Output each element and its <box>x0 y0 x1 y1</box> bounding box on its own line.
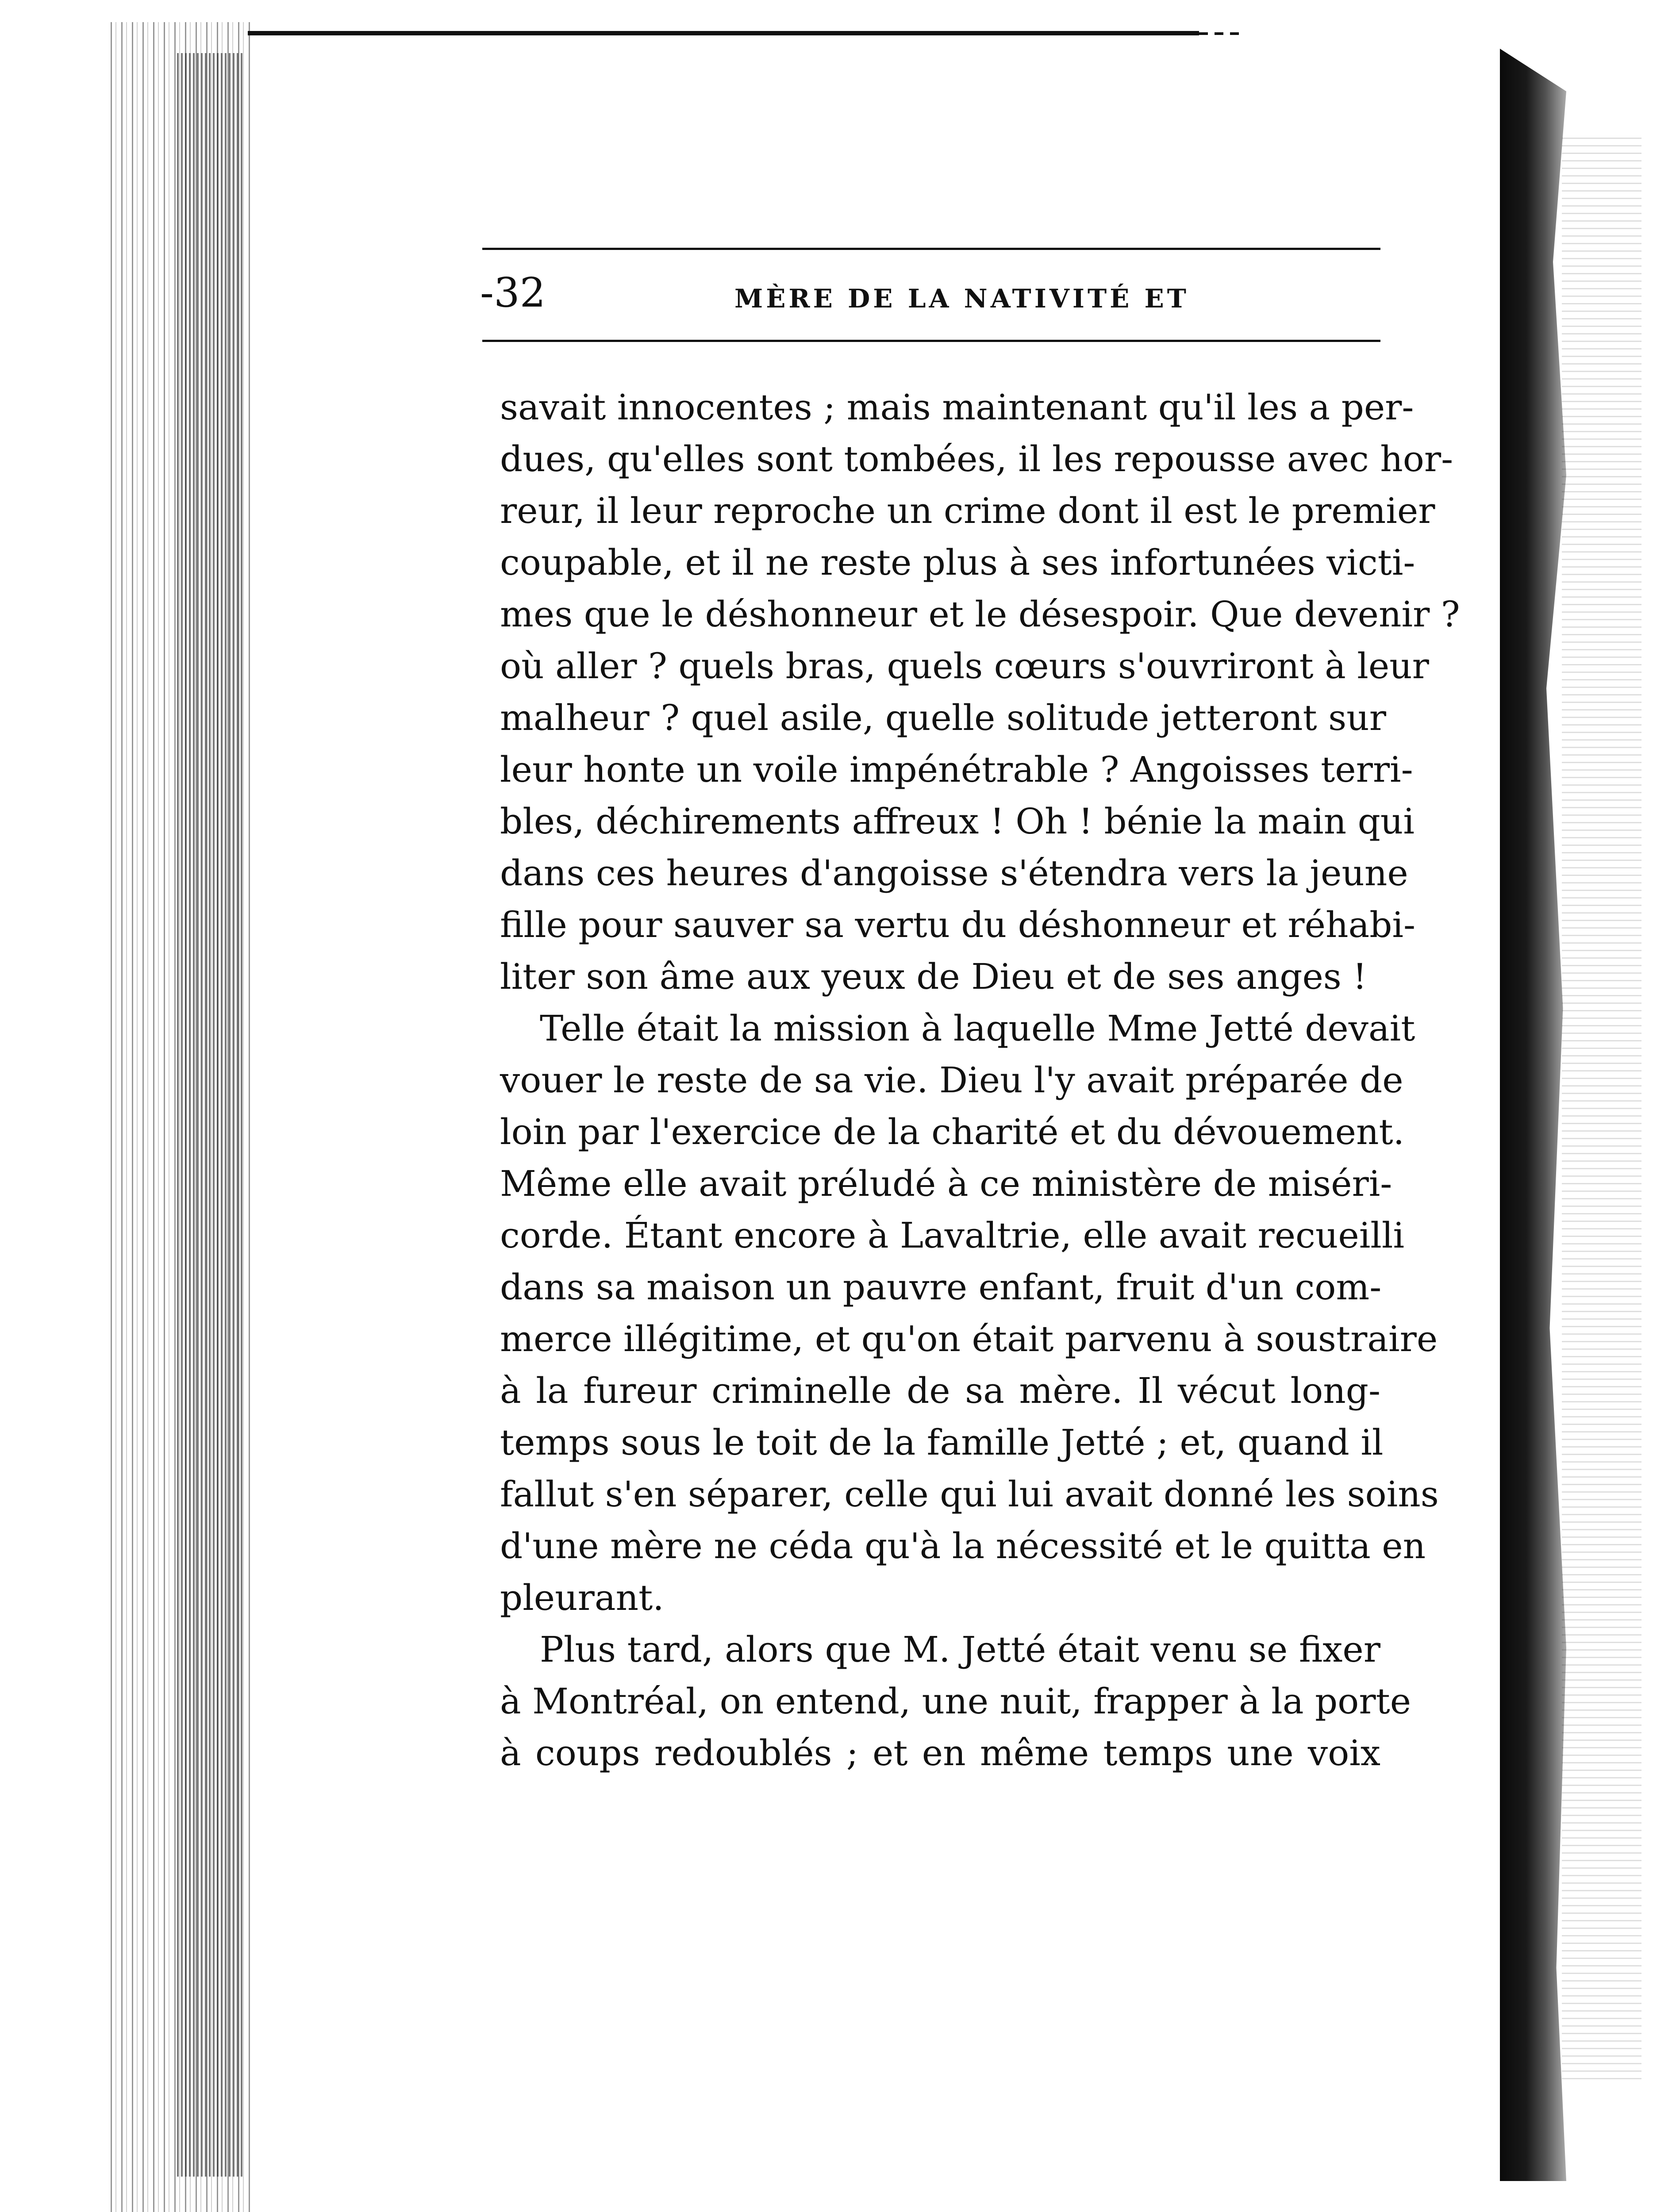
text-line: temps sous le toit de la famille Jetté ; et, quand il <box>500 1422 1384 1463</box>
text-line: dues, qu'elles sont tombées, il les repousse avec hor- <box>500 438 1453 480</box>
paragraph-3 <box>500 1624 1411 1779</box>
text-line: malheur ? quel asile, quelle solitude jetteront sur <box>500 697 1386 738</box>
text-line: dans ces heures d'angoisse s'étendra vers la jeune <box>500 853 1408 894</box>
page-number <box>480 271 546 315</box>
text-line: dans sa maison un pauvre enfant, fruit d'un com- <box>500 1267 1382 1308</box>
text-line: à Montréal, on entend, une nuit, frapper à la porte <box>500 1681 1411 1722</box>
text-line: leur honte un voile impénétrable ? Angoisses terri- <box>500 749 1413 790</box>
text-line: pleurant. <box>500 1577 664 1618</box>
scan-top-edge-dash <box>1199 32 1239 35</box>
scan-top-edge <box>248 31 1199 35</box>
page-number-dash: - <box>480 269 494 316</box>
text-line: loin par l'exercice de la charité et du dévouement. <box>500 1111 1405 1152</box>
text-line: merce illégitime, et qu'on était parvenu à soustraire <box>500 1318 1438 1359</box>
binding-gutter-dark <box>177 53 243 2177</box>
text-line: Telle était la mission à laquelle Mme Jetté devait <box>540 1008 1415 1049</box>
page-number-value: 32 <box>494 269 546 316</box>
text-line: mes que le déshonneur et le désespoir. Que devenir ? <box>500 594 1460 635</box>
header-rule-top <box>482 248 1380 250</box>
text-line: d'une mère ne céda qu'à la nécessité et le quitta en <box>500 1525 1426 1567</box>
text-line: fallut s'en séparer, celle qui lui avait donné les soins <box>500 1474 1439 1515</box>
text-line: Plus tard, alors que M. Jetté était venu se fixer <box>540 1629 1380 1670</box>
paragraph-1 <box>500 381 1460 1002</box>
body-text <box>500 381 1460 1779</box>
paragraph-2 <box>500 1002 1439 1624</box>
text-line: savait innocentes ; mais maintenant qu'il les a per- <box>500 387 1414 428</box>
text-line: où aller ? quels bras, quels cœurs s'ouvriront à leur <box>500 645 1429 687</box>
running-title: MÈRE DE LA NATIVITÉ ET <box>734 284 1189 314</box>
text-line: liter son âme aux yeux de Dieu et de ses anges ! <box>500 956 1367 997</box>
text-line: corde. Étant encore à Lavaltrie, elle avait recueilli <box>500 1215 1405 1256</box>
header-rule-bottom <box>482 340 1380 342</box>
text-line: reur, il leur reproche un crime dont il est le premier <box>500 490 1435 531</box>
scan-right-edge-shadow <box>1500 49 1566 2181</box>
text-line: Même elle avait préludé à ce ministère de miséri- <box>500 1163 1392 1204</box>
text-line: vouer le reste de sa vie. Dieu l'y avait préparée de <box>500 1060 1403 1101</box>
text-line: à la fureur criminelle de sa mère. Il vécut long- <box>500 1370 1380 1411</box>
text-line: à coups redoublés ; et en même temps une voix <box>500 1732 1380 1774</box>
text-line: fille pour sauver sa vertu du déshonneur et réhabi- <box>500 904 1416 945</box>
text-line: coupable, et il ne reste plus à ses infortunées victi- <box>500 542 1415 583</box>
scan-right-speckle <box>1562 133 1641 2079</box>
text-line: bles, déchirements affreux ! Oh ! bénie la main qui <box>500 801 1415 842</box>
